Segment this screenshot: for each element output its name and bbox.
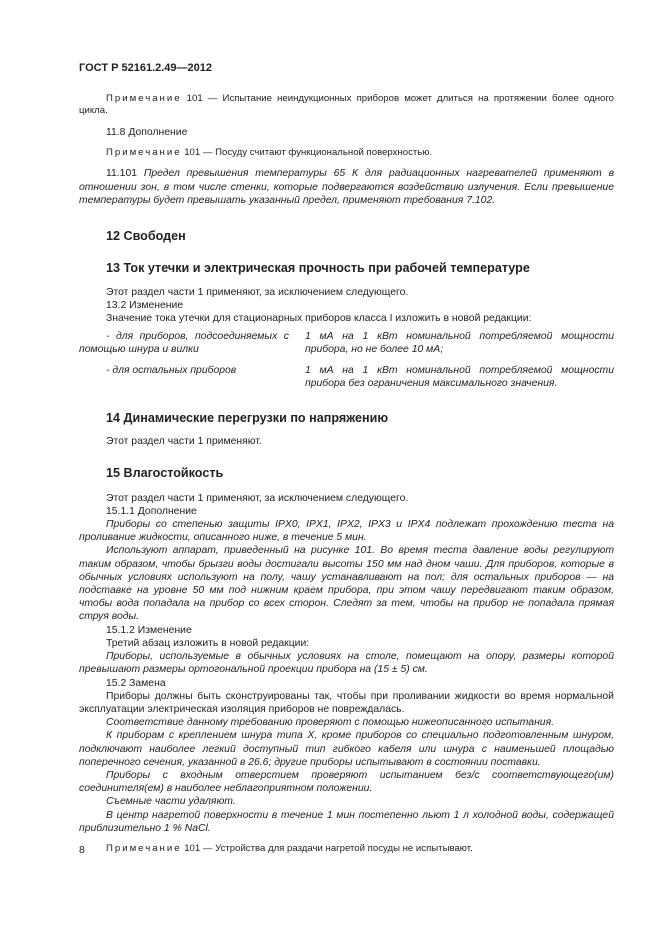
note-label: Примечание (106, 93, 182, 104)
clause-number: 11.101 (106, 168, 144, 180)
note-101-a (79, 93, 614, 118)
clause-11-8: 11.8 Дополнение (106, 126, 188, 138)
note-101-c (79, 843, 614, 855)
inlet-text: Приборы с входным отверстием проверяют испытанием без/с соответствующего(им) соединителя(ем) в наиболее неблагоприятном положении. (79, 769, 614, 795)
clause-15-2: 15.2 Замена (106, 677, 166, 689)
support-size-text: Приборы, используемые в обычных условиях на столе, помещают на опору, размеры которой превышают размеры ортогональной проекции прибора на (15 ± 5) см. (79, 651, 614, 676)
page-number: 8 (79, 845, 85, 856)
leakage-row-value: 1 мА на 1 кВт номинальной потребляемой мощности прибора без ограничения максимального значения. (305, 365, 614, 390)
note-text: 101 — Посуду считают функциональной поверхностью. (181, 147, 433, 159)
leakage-row-label: - для остальных приборов (106, 365, 237, 377)
note-text: 101 — Испытание неиндукционных приборов может длиться на протяжении более одного цикла. (79, 93, 614, 117)
document-body (79, 93, 614, 855)
cord-type-x-text: К приборам с креплением шнура типа X, кроме приборов со специально подготовленным шнуром, подключают наиболее легкий доступный тип гибкого кабеля или шнура с наименьшей площадью поперечного сечения, указанной в 26.6; другие приборы испытывают в состоянии поставки. (79, 730, 614, 768)
clause-text: Предел превышения температуры 65 К для радиационных нагревателей применяют в отношении зон, в том числе стенки, которые подвергаются воздействию излучения. Если превышение температуры будет превышать указанный предел, применяют требования 7.102. (79, 168, 614, 206)
leakage-row-plug (79, 330, 614, 356)
section-15-heading: 15 Влагостойкость (106, 465, 224, 480)
section-13-intro: Этот раздел части 1 применяют, за исключением следующего. (106, 287, 409, 299)
section-13-heading: 13 Ток утечки и электрическая прочность при рабочей температуре (106, 261, 530, 276)
leakage-row-other (79, 364, 614, 390)
section-12-heading: 12 Свободен (106, 229, 186, 244)
note-101-b (79, 147, 614, 159)
clause-11-101 (79, 167, 614, 207)
clause-15-1-2: 15.1.2 Изменение (106, 624, 192, 636)
document-header: ГОСТ Р 52161.2.49—2012 (79, 62, 213, 74)
compliance-text: Соответствие данному требованию проверяют с помощью нижеописанного испытания. (106, 717, 555, 729)
clause-15-1-2-text: Третий абзац изложить в новой редакции: (106, 637, 310, 649)
clause-15-1-1-text: Приборы со степенью защиты IPX0, IPX1, IPX2, IPX3 и IPX4 подлежат прохождению теста на проливание жидкости, описанного ниже, в течение 5 мин. (79, 519, 614, 544)
section-14-heading: 14 Динамические перегрузки по напряжению (106, 411, 389, 426)
clause-15-1-1: 15.1.1 Дополнение (106, 505, 197, 517)
note-label: Примечание (106, 842, 182, 854)
leakage-row-value: 1 мА на 1 кВт номинальной потребляемой мощности прибора, но не более 10 мА; (305, 330, 614, 355)
clause-15-2-text: Приборы должны быть сконструированы так, чтобы при проливании жидкости во время нормальной эксплуатации электрическая изоляция приборов не повреждалась. (79, 690, 614, 715)
note-label: Примечание (106, 147, 182, 159)
section-15-intro: Этот раздел части 1 применяют, за исключением следующего. (106, 492, 409, 504)
leakage-row-label: - для приборов, подсоединяемых с помощью шнура и вилки (79, 330, 289, 355)
detachable-parts-text: Съемные части удаляют. (106, 796, 236, 808)
clause-13-2-text: Значение тока утечки для стационарных приборов класса I изложить в новой редакции: (106, 313, 532, 325)
section-14-text: Этот раздел части 1 применяют. (106, 436, 262, 448)
clause-13-2: 13.2 Изменение (106, 300, 184, 312)
water-pour-text: В центр нагретой поверхности в течение 1 мин постепенно льют 1 л холодной воды, содержащей приблизительно 1 % NaCl. (79, 809, 614, 834)
test-apparatus-text: Используют аппарат, приведенный на рисунке 101. Во время теста давление воды регулируют таким образом, чтобы брызги воды достигали высоты 150 мм над дном чаши. Для приборов, которые в обычных условиях используют на полу, чашу устанавливают на пол; для остальных приборов — на подставке на уровне 50 мм под нижним краем прибора, при этом чашу передвигают таким образом, чтобы вода попадала на прибор со всех сторон. Следят за тем, чтобы на прибор не попадала прямая струя воды. (79, 545, 614, 623)
note-text: 101 — Устройства для раздачи нагретой посуды не испытывают. (181, 842, 473, 854)
